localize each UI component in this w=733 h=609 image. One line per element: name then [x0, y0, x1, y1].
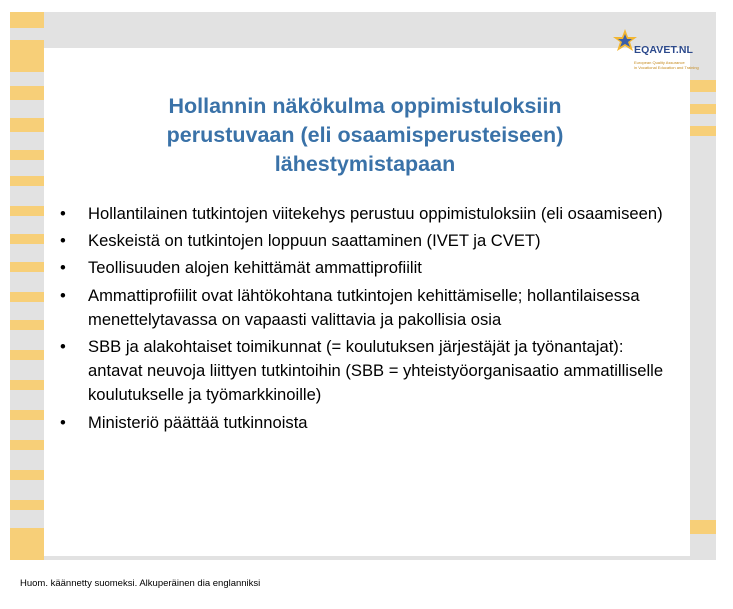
decor-stripe: [10, 350, 44, 360]
bullet-text: Keskeistä on tutkintojen loppuun saattaminen (IVET ja CVET): [88, 231, 541, 251]
decor-stripe: [690, 80, 716, 92]
bullet-text: Ammattiprofiilit ovat lähtökohtana tutkintojen kehittämiselle; hollantilaisessa menettelytavassa on vapaasti valittavia ja pakollisia osia: [88, 285, 640, 329]
bullet-list: [60, 202, 680, 438]
bullet-item: [60, 202, 680, 226]
bullet-dot: •: [60, 204, 66, 223]
eqavet-logo: [612, 28, 698, 76]
decor-stripe: [10, 150, 44, 160]
decor-stripe: [10, 320, 44, 330]
logo-name: EQAVET.NL: [634, 44, 694, 56]
bullet-dot: •: [60, 231, 66, 251]
slide-title: Hollannin näkökulma oppimistuloksiin perustuvaan (eli osaamisperusteiseen) lähestymistapaan: [166, 94, 564, 176]
decor-stripe: [10, 500, 44, 510]
decor-stripe: [690, 104, 716, 114]
bullet-item: [60, 284, 680, 332]
bullet-text: Teollisuuden alojen kehittämät ammattiprofiilit: [88, 258, 422, 278]
decor-stripe: [10, 206, 44, 216]
bullet-text: Ministeriö päättää tutkinnoista: [88, 412, 308, 432]
decor-stripe: [10, 262, 44, 272]
decor-stripe: [10, 86, 44, 100]
logo-subtitle-line: European Quality Assurance: [634, 60, 685, 65]
decor-stripe: [10, 380, 44, 390]
decor-stripe: [10, 470, 44, 480]
decor-stripe: [10, 40, 44, 72]
decor-stripe: [10, 440, 44, 450]
bullet-dot: •: [60, 285, 66, 305]
decor-stripe: [690, 520, 716, 534]
bullet-dot: •: [60, 337, 66, 357]
decor-stripe: [10, 118, 44, 132]
bullet-text: SBB ja alakohtaiset toimikunnat (= koulutuksen järjestäjät ja työnantajat): antavat neuvoja liittyen tutkintoihin (SBB = yhteistyöorganisaatio ammatilliselle koulutukselle ja työmarkkinoille): [88, 337, 664, 405]
bullet-item: [60, 229, 680, 253]
bullet-item: [60, 335, 680, 408]
logo-subtitle: [634, 60, 699, 70]
decor-stripe: [10, 234, 44, 244]
bullet-item: [60, 256, 680, 280]
decor-stripe: [10, 12, 44, 28]
translation-footnote: Huom. käännetty suomeksi. Alkuperäinen dia englanniksi: [20, 578, 261, 589]
logo-subtitle-line: in Vocational Education and Training: [634, 65, 699, 70]
bullet-item: [60, 411, 680, 435]
bullet-dot: •: [60, 412, 66, 432]
decor-stripe: [10, 410, 44, 420]
bullet-dot: •: [60, 258, 66, 278]
bullet-text: Hollantilainen tutkintojen viitekehys perustuu oppimistuloksiin (eli osaamiseen): [88, 204, 663, 223]
decor-stripe: [690, 126, 716, 136]
decor-stripe: [10, 176, 44, 186]
decor-stripe: [10, 292, 44, 302]
decor-stripe: [10, 528, 44, 560]
